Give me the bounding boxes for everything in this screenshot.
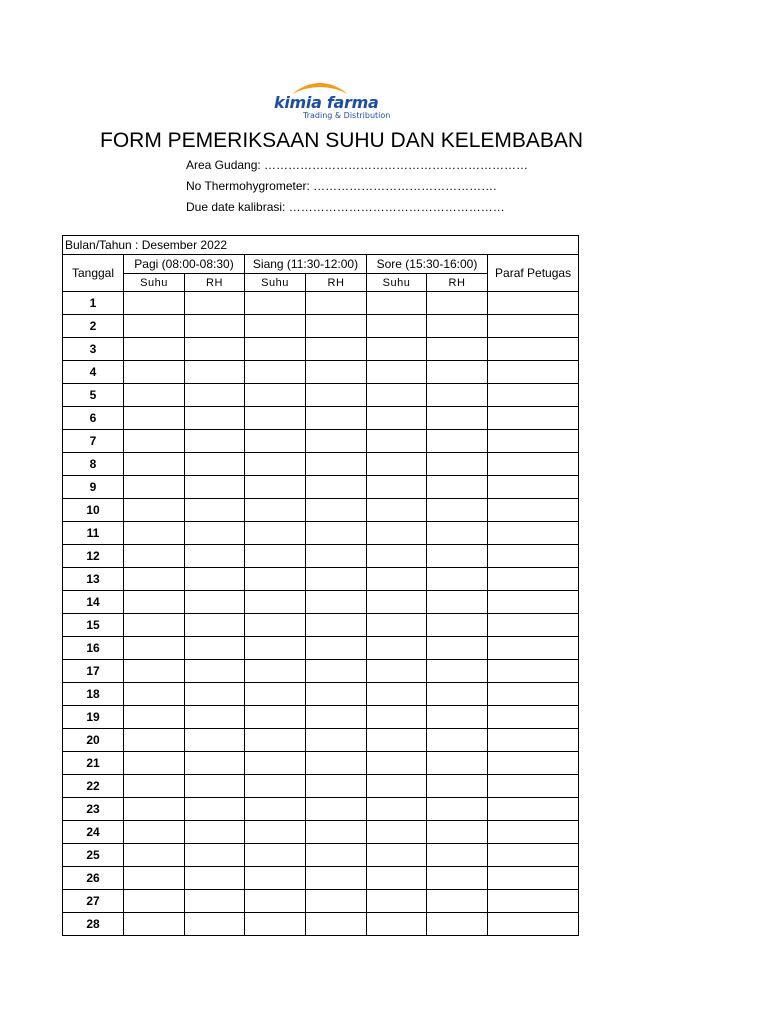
- table-row: [63, 591, 579, 614]
- sore-suhu-cell[interactable]: [367, 867, 427, 890]
- sore-rh-cell[interactable]: [427, 499, 488, 522]
- siang-suhu-cell[interactable]: [245, 660, 306, 683]
- siang-rh-cell[interactable]: [306, 315, 367, 338]
- header-sore-rh: RH: [427, 274, 488, 292]
- day-number: 27: [63, 890, 124, 913]
- sore-suhu-cell[interactable]: [367, 522, 427, 545]
- siang-suhu-cell[interactable]: [245, 798, 306, 821]
- paraf-petugas-cell[interactable]: [488, 706, 579, 729]
- pagi-rh-cell[interactable]: [185, 729, 245, 752]
- sore-suhu-cell[interactable]: [367, 476, 427, 499]
- sore-rh-cell[interactable]: [427, 706, 488, 729]
- siang-rh-cell[interactable]: [306, 361, 367, 384]
- sore-suhu-cell[interactable]: [367, 844, 427, 867]
- siang-suhu-cell[interactable]: [245, 453, 306, 476]
- pagi-rh-cell[interactable]: [185, 453, 245, 476]
- day-number: 12: [63, 545, 124, 568]
- siang-suhu-cell[interactable]: [245, 568, 306, 591]
- sore-rh-cell[interactable]: [427, 821, 488, 844]
- siang-rh-cell[interactable]: [306, 591, 367, 614]
- sore-rh-cell[interactable]: [427, 453, 488, 476]
- siang-suhu-cell[interactable]: [245, 384, 306, 407]
- sore-suhu-cell[interactable]: [367, 637, 427, 660]
- pagi-rh-cell[interactable]: [185, 844, 245, 867]
- pagi-rh-cell[interactable]: [185, 430, 245, 453]
- siang-rh-cell[interactable]: [306, 453, 367, 476]
- header-pagi: Pagi (08:00-08:30): [124, 255, 245, 274]
- day-number: 16: [63, 637, 124, 660]
- table-row: [63, 798, 579, 821]
- pagi-suhu-cell[interactable]: [124, 913, 185, 936]
- header-sore-suhu: Suhu: [367, 274, 427, 292]
- table-row: [63, 384, 579, 407]
- day-number: 18: [63, 683, 124, 706]
- paraf-petugas-cell[interactable]: [488, 890, 579, 913]
- pagi-rh-cell[interactable]: [185, 752, 245, 775]
- sore-rh-cell[interactable]: [427, 890, 488, 913]
- header-sore: Sore (15:30-16:00): [367, 255, 488, 274]
- siang-rh-cell[interactable]: [306, 614, 367, 637]
- header-siang-suhu: Suhu: [245, 274, 306, 292]
- table-row: [63, 292, 579, 315]
- day-number: 17: [63, 660, 124, 683]
- sore-suhu-cell[interactable]: [367, 821, 427, 844]
- pagi-rh-cell[interactable]: [185, 775, 245, 798]
- day-number: 8: [63, 453, 124, 476]
- pagi-rh-cell[interactable]: [185, 292, 245, 315]
- pagi-rh-cell[interactable]: [185, 614, 245, 637]
- paraf-petugas-cell[interactable]: [488, 683, 579, 706]
- sore-suhu-cell[interactable]: [367, 292, 427, 315]
- day-number: 2: [63, 315, 124, 338]
- siang-suhu-cell[interactable]: [245, 706, 306, 729]
- day-number: 26: [63, 867, 124, 890]
- siang-suhu-cell[interactable]: [245, 729, 306, 752]
- sore-rh-cell[interactable]: [427, 614, 488, 637]
- sore-rh-cell[interactable]: [427, 522, 488, 545]
- pagi-suhu-cell[interactable]: [124, 821, 185, 844]
- sore-suhu-cell[interactable]: [367, 706, 427, 729]
- sore-suhu-cell[interactable]: [367, 453, 427, 476]
- sore-suhu-cell[interactable]: [367, 591, 427, 614]
- day-number: 15: [63, 614, 124, 637]
- siang-rh-cell[interactable]: [306, 798, 367, 821]
- sore-rh-cell[interactable]: [427, 683, 488, 706]
- pagi-suhu-cell[interactable]: [124, 775, 185, 798]
- siang-rh-cell[interactable]: [306, 867, 367, 890]
- sore-rh-cell[interactable]: [427, 407, 488, 430]
- table-row: [63, 706, 579, 729]
- paraf-petugas-cell[interactable]: [488, 499, 579, 522]
- siang-suhu-cell[interactable]: [245, 361, 306, 384]
- siang-suhu-cell[interactable]: [245, 867, 306, 890]
- sore-rh-cell[interactable]: [427, 384, 488, 407]
- pagi-rh-cell[interactable]: [185, 591, 245, 614]
- sore-suhu-cell[interactable]: [367, 752, 427, 775]
- pagi-suhu-cell[interactable]: [124, 568, 185, 591]
- siang-rh-cell[interactable]: [306, 430, 367, 453]
- sore-rh-cell[interactable]: [427, 660, 488, 683]
- pagi-suhu-cell[interactable]: [124, 591, 185, 614]
- paraf-petugas-cell[interactable]: [488, 913, 579, 936]
- sore-suhu-cell[interactable]: [367, 890, 427, 913]
- siang-suhu-cell[interactable]: [245, 637, 306, 660]
- day-number: 1: [63, 292, 124, 315]
- pagi-suhu-cell[interactable]: [124, 499, 185, 522]
- sore-suhu-cell[interactable]: [367, 384, 427, 407]
- siang-rh-cell[interactable]: [306, 407, 367, 430]
- day-number: 7: [63, 430, 124, 453]
- paraf-petugas-cell[interactable]: [488, 752, 579, 775]
- pagi-suhu-cell[interactable]: [124, 683, 185, 706]
- siang-suhu-cell[interactable]: [245, 338, 306, 361]
- sore-rh-cell[interactable]: [427, 798, 488, 821]
- siang-suhu-cell[interactable]: [245, 407, 306, 430]
- sore-suhu-cell[interactable]: [367, 729, 427, 752]
- table-row: [63, 867, 579, 890]
- table-row: [63, 315, 579, 338]
- temperature-humidity-table: [62, 235, 579, 936]
- sore-rh-cell[interactable]: [427, 637, 488, 660]
- siang-rh-cell[interactable]: [306, 384, 367, 407]
- paraf-petugas-cell[interactable]: [488, 798, 579, 821]
- day-number: 24: [63, 821, 124, 844]
- day-number: 21: [63, 752, 124, 775]
- table-row: [63, 913, 579, 936]
- table-row: [63, 338, 579, 361]
- form-title: FORM PEMERIKSAAN SUHU DAN KELEMBABAN: [100, 129, 584, 152]
- paraf-petugas-cell[interactable]: [488, 637, 579, 660]
- table-row: [63, 752, 579, 775]
- siang-suhu-cell[interactable]: [245, 752, 306, 775]
- pagi-suhu-cell[interactable]: [124, 706, 185, 729]
- paraf-petugas-cell[interactable]: [488, 384, 579, 407]
- pagi-rh-cell[interactable]: [185, 913, 245, 936]
- pagi-suhu-cell[interactable]: [124, 660, 185, 683]
- sore-suhu-cell[interactable]: [367, 407, 427, 430]
- day-number: 9: [63, 476, 124, 499]
- paraf-petugas-cell[interactable]: [488, 729, 579, 752]
- day-number: 20: [63, 729, 124, 752]
- table-row: [63, 453, 579, 476]
- sore-suhu-cell[interactable]: [367, 338, 427, 361]
- paraf-petugas-cell[interactable]: [488, 614, 579, 637]
- pagi-rh-cell[interactable]: [185, 637, 245, 660]
- pagi-suhu-cell[interactable]: [124, 338, 185, 361]
- sore-suhu-cell[interactable]: [367, 568, 427, 591]
- day-number: 13: [63, 568, 124, 591]
- day-number: 10: [63, 499, 124, 522]
- pagi-rh-cell[interactable]: [185, 522, 245, 545]
- pagi-rh-cell[interactable]: [185, 890, 245, 913]
- table-row: [63, 614, 579, 637]
- day-number: 23: [63, 798, 124, 821]
- sore-rh-cell[interactable]: [427, 361, 488, 384]
- pagi-rh-cell[interactable]: [185, 315, 245, 338]
- sore-rh-cell[interactable]: [427, 338, 488, 361]
- pagi-suhu-cell[interactable]: [124, 752, 185, 775]
- siang-suhu-cell[interactable]: [245, 913, 306, 936]
- siang-suhu-cell[interactable]: [245, 292, 306, 315]
- sore-rh-cell[interactable]: [427, 476, 488, 499]
- pagi-rh-cell[interactable]: [185, 798, 245, 821]
- day-number: 11: [63, 522, 124, 545]
- sore-rh-cell[interactable]: [427, 568, 488, 591]
- table-row: [63, 545, 579, 568]
- header-paraf-petugas: Paraf Petugas: [488, 255, 579, 292]
- table-row: [63, 568, 579, 591]
- siang-suhu-cell[interactable]: [245, 545, 306, 568]
- siang-suhu-cell[interactable]: [245, 315, 306, 338]
- pagi-suhu-cell[interactable]: [124, 522, 185, 545]
- pagi-rh-cell[interactable]: [185, 361, 245, 384]
- table-row: [63, 660, 579, 683]
- siang-rh-cell[interactable]: [306, 338, 367, 361]
- thermohygrometer-field: No Thermohygrometer: ……………………………………….: [186, 179, 497, 193]
- siang-suhu-cell[interactable]: [245, 499, 306, 522]
- day-number: 28: [63, 913, 124, 936]
- logo-tagline: Trading & Distribution: [303, 111, 391, 120]
- siang-rh-cell[interactable]: [306, 775, 367, 798]
- paraf-petugas-cell[interactable]: [488, 315, 579, 338]
- pagi-suhu-cell[interactable]: [124, 453, 185, 476]
- pagi-suhu-cell[interactable]: [124, 637, 185, 660]
- kimia-farma-logo: [272, 76, 391, 124]
- paraf-petugas-cell[interactable]: [488, 821, 579, 844]
- paraf-petugas-cell[interactable]: [488, 867, 579, 890]
- paraf-petugas-cell[interactable]: [488, 292, 579, 315]
- siang-suhu-cell[interactable]: [245, 844, 306, 867]
- paraf-petugas-cell[interactable]: [488, 775, 579, 798]
- siang-suhu-cell[interactable]: [245, 775, 306, 798]
- pagi-rh-cell[interactable]: [185, 476, 245, 499]
- pagi-rh-cell[interactable]: [185, 407, 245, 430]
- sore-rh-cell[interactable]: [427, 430, 488, 453]
- table-row: [63, 407, 579, 430]
- siang-rh-cell[interactable]: [306, 545, 367, 568]
- pagi-suhu-cell[interactable]: [124, 867, 185, 890]
- siang-suhu-cell[interactable]: [245, 430, 306, 453]
- area-gudang-field: Area Gudang: …………………………………………………………: [186, 158, 529, 172]
- sore-suhu-cell[interactable]: [367, 315, 427, 338]
- day-number: 14: [63, 591, 124, 614]
- table-row: [63, 499, 579, 522]
- sore-suhu-cell[interactable]: [367, 660, 427, 683]
- sore-suhu-cell[interactable]: [367, 614, 427, 637]
- logo-wordmark: kimia farma: [274, 93, 379, 112]
- siang-suhu-cell[interactable]: [245, 522, 306, 545]
- day-number: 6: [63, 407, 124, 430]
- table-row: [63, 683, 579, 706]
- pagi-suhu-cell[interactable]: [124, 729, 185, 752]
- pagi-suhu-cell[interactable]: [124, 430, 185, 453]
- siang-rh-cell[interactable]: [306, 499, 367, 522]
- table-row: [63, 637, 579, 660]
- pagi-suhu-cell[interactable]: [124, 890, 185, 913]
- pagi-suhu-cell[interactable]: [124, 844, 185, 867]
- table-row: [63, 890, 579, 913]
- siang-suhu-cell[interactable]: [245, 591, 306, 614]
- siang-rh-cell[interactable]: [306, 844, 367, 867]
- pagi-suhu-cell[interactable]: [124, 384, 185, 407]
- paraf-petugas-cell[interactable]: [488, 430, 579, 453]
- day-number: 22: [63, 775, 124, 798]
- pagi-suhu-cell[interactable]: [124, 361, 185, 384]
- sore-rh-cell[interactable]: [427, 867, 488, 890]
- pagi-suhu-cell[interactable]: [124, 545, 185, 568]
- siang-rh-cell[interactable]: [306, 522, 367, 545]
- day-number: 3: [63, 338, 124, 361]
- pagi-suhu-cell[interactable]: [124, 315, 185, 338]
- paraf-petugas-cell[interactable]: [488, 361, 579, 384]
- sore-rh-cell[interactable]: [427, 545, 488, 568]
- siang-suhu-cell[interactable]: [245, 683, 306, 706]
- siang-rh-cell[interactable]: [306, 568, 367, 591]
- sore-suhu-cell[interactable]: [367, 798, 427, 821]
- siang-rh-cell[interactable]: [306, 890, 367, 913]
- siang-suhu-cell[interactable]: [245, 476, 306, 499]
- siang-rh-cell[interactable]: [306, 729, 367, 752]
- sore-suhu-cell[interactable]: [367, 361, 427, 384]
- siang-suhu-cell[interactable]: [245, 821, 306, 844]
- sore-rh-cell[interactable]: [427, 292, 488, 315]
- paraf-petugas-cell[interactable]: [488, 660, 579, 683]
- pagi-rh-cell[interactable]: [185, 821, 245, 844]
- siang-rh-cell[interactable]: [306, 292, 367, 315]
- pagi-rh-cell[interactable]: [185, 499, 245, 522]
- pagi-rh-cell[interactable]: [185, 545, 245, 568]
- sore-suhu-cell[interactable]: [367, 545, 427, 568]
- table-row: [63, 522, 579, 545]
- sore-rh-cell[interactable]: [427, 591, 488, 614]
- sore-suhu-cell[interactable]: [367, 913, 427, 936]
- paraf-petugas-cell[interactable]: [488, 545, 579, 568]
- sore-rh-cell[interactable]: [427, 752, 488, 775]
- sore-suhu-cell[interactable]: [367, 775, 427, 798]
- siang-rh-cell[interactable]: [306, 913, 367, 936]
- sore-rh-cell[interactable]: [427, 913, 488, 936]
- sore-rh-cell[interactable]: [427, 844, 488, 867]
- day-number: 4: [63, 361, 124, 384]
- siang-rh-cell[interactable]: [306, 752, 367, 775]
- paraf-petugas-cell[interactable]: [488, 591, 579, 614]
- pagi-rh-cell[interactable]: [185, 683, 245, 706]
- header-siang-rh: RH: [306, 274, 367, 292]
- table-row: [63, 729, 579, 752]
- table-row: [63, 361, 579, 384]
- pagi-suhu-cell[interactable]: [124, 798, 185, 821]
- header-siang: Siang (11:30-12:00): [245, 255, 367, 274]
- paraf-petugas-cell[interactable]: [488, 568, 579, 591]
- siang-rh-cell[interactable]: [306, 706, 367, 729]
- siang-rh-cell[interactable]: [306, 637, 367, 660]
- sore-rh-cell[interactable]: [427, 729, 488, 752]
- pagi-rh-cell[interactable]: [185, 706, 245, 729]
- siang-rh-cell[interactable]: [306, 821, 367, 844]
- siang-rh-cell[interactable]: [306, 660, 367, 683]
- table-row: [63, 476, 579, 499]
- pagi-rh-cell[interactable]: [185, 568, 245, 591]
- table-row: [63, 775, 579, 798]
- sore-suhu-cell[interactable]: [367, 430, 427, 453]
- month-year-label: Bulan/Tahun : Desember 2022: [63, 236, 579, 255]
- table-row: [63, 844, 579, 867]
- header-pagi-suhu: Suhu: [124, 274, 185, 292]
- sore-suhu-cell[interactable]: [367, 499, 427, 522]
- pagi-suhu-cell[interactable]: [124, 614, 185, 637]
- sore-rh-cell[interactable]: [427, 775, 488, 798]
- paraf-petugas-cell[interactable]: [488, 338, 579, 361]
- day-number: 25: [63, 844, 124, 867]
- header-pagi-rh: RH: [185, 274, 245, 292]
- pagi-suhu-cell[interactable]: [124, 476, 185, 499]
- siang-rh-cell[interactable]: [306, 683, 367, 706]
- paraf-petugas-cell[interactable]: [488, 522, 579, 545]
- table-row: [63, 430, 579, 453]
- sore-suhu-cell[interactable]: [367, 683, 427, 706]
- paraf-petugas-cell[interactable]: [488, 453, 579, 476]
- due-date-field: Due date kalibrasi: ………………………………………………: [186, 200, 505, 214]
- pagi-suhu-cell[interactable]: [124, 407, 185, 430]
- paraf-petugas-cell[interactable]: [488, 407, 579, 430]
- siang-suhu-cell[interactable]: [245, 614, 306, 637]
- header-tanggal: Tanggal: [63, 255, 124, 292]
- pagi-rh-cell[interactable]: [185, 384, 245, 407]
- paraf-petugas-cell[interactable]: [488, 476, 579, 499]
- pagi-rh-cell[interactable]: [185, 660, 245, 683]
- pagi-suhu-cell[interactable]: [124, 292, 185, 315]
- day-number: 5: [63, 384, 124, 407]
- paraf-petugas-cell[interactable]: [488, 844, 579, 867]
- day-number: 19: [63, 706, 124, 729]
- pagi-rh-cell[interactable]: [185, 338, 245, 361]
- siang-suhu-cell[interactable]: [245, 890, 306, 913]
- table-row: [63, 821, 579, 844]
- sore-rh-cell[interactable]: [427, 315, 488, 338]
- pagi-rh-cell[interactable]: [185, 867, 245, 890]
- siang-rh-cell[interactable]: [306, 476, 367, 499]
